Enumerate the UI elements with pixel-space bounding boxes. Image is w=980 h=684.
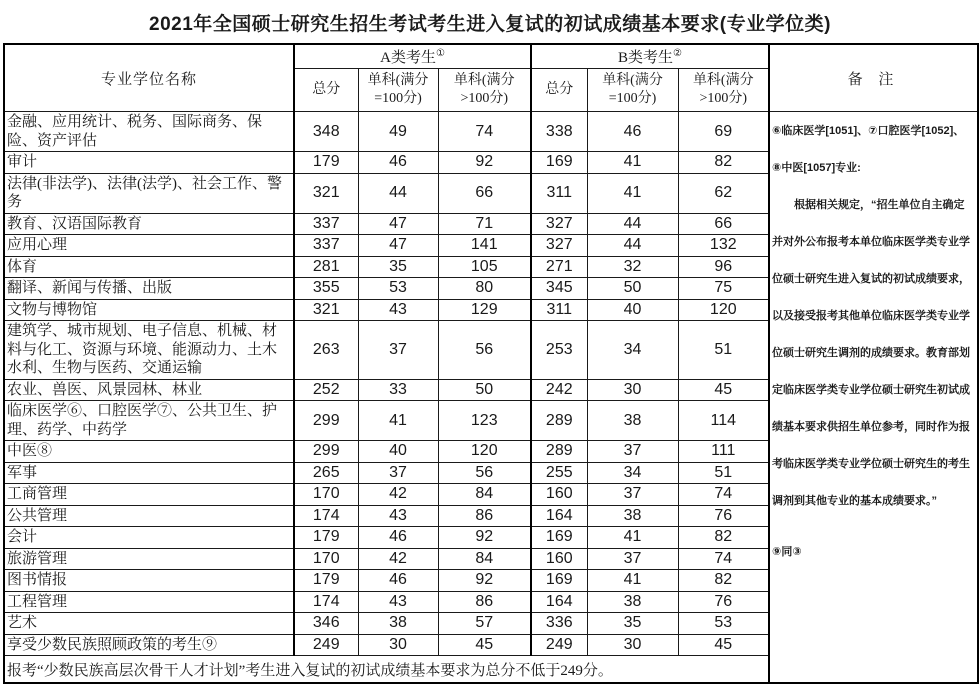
a-sub100-cell: 33: [358, 379, 438, 401]
group-a-label: A类考生: [380, 50, 436, 66]
b-total-cell: 311: [531, 173, 587, 213]
a-over100-header: 单科(满分 >100分): [438, 69, 531, 112]
b-total-cell: 289: [531, 401, 587, 441]
b-total-cell: 169: [531, 570, 587, 592]
b-sub100-cell: 37: [587, 441, 678, 463]
a-total-cell: 281: [294, 256, 358, 278]
b-sub100-cell: 41: [587, 152, 678, 174]
b-total-cell: 160: [531, 484, 587, 506]
b-total-cell: 327: [531, 213, 587, 235]
a-over100-cell: 120: [438, 441, 531, 463]
b-over100-header: 单科(满分 >100分): [678, 69, 769, 112]
remark-line: 位硕士研究生进入复试的初试成绩要求，: [772, 273, 971, 285]
b-total-cell: 164: [531, 505, 587, 527]
a-sub100-cell: 37: [358, 321, 438, 380]
a-sub100-cell: 46: [358, 152, 438, 174]
a-sub100-cell: 53: [358, 278, 438, 300]
specialty-name-cell: 工程管理: [4, 591, 294, 613]
b-sub100-cell: 41: [587, 173, 678, 213]
a-over100-cell: 86: [438, 505, 531, 527]
b-over100-cell: 74: [678, 548, 769, 570]
remark-line: 考临床医学类专业学位硕士研究生的考生: [772, 458, 971, 470]
group-a-header: [294, 44, 531, 69]
b-over100-cell: 120: [678, 299, 769, 321]
a-over100-cell: 123: [438, 401, 531, 441]
b-over100-cell: 51: [678, 462, 769, 484]
a-sub100-cell: 41: [358, 401, 438, 441]
remark-footnote-9: ⑨同③: [772, 546, 802, 558]
b-over100-cell: 74: [678, 484, 769, 506]
specialty-name-cell: 审计: [4, 152, 294, 174]
b-sub100-cell: 37: [587, 484, 678, 506]
remark-line: ⑧中医[1057]专业:: [772, 162, 861, 174]
group-a-footnote-mark: ①: [435, 48, 445, 59]
a-over100-cell: 57: [438, 613, 531, 635]
a-total-cell: 170: [294, 484, 358, 506]
specialty-name-cell: 金融、应用统计、税务、国际商务、保险、资产评估: [4, 112, 294, 152]
remark-line: 绩基本要求供招生单位参考，同时作为报: [772, 421, 971, 433]
a-over100-cell: 92: [438, 570, 531, 592]
b-over100-cell: 96: [678, 256, 769, 278]
a-sub100-cell: 35: [358, 256, 438, 278]
a-total-cell: 263: [294, 321, 358, 380]
b-over100-cell: 53: [678, 613, 769, 635]
remarks-cell: [769, 112, 978, 684]
specialty-name-cell: 艺术: [4, 613, 294, 635]
a-total-cell: 179: [294, 527, 358, 549]
a-over100-cell: 74: [438, 112, 531, 152]
a-total-cell: 299: [294, 441, 358, 463]
remark-line: 定临床医学类专业学位硕士研究生初试成: [772, 384, 971, 396]
table-body: [4, 112, 978, 684]
table-row: [4, 112, 978, 152]
b-sub100-cell: 37: [587, 548, 678, 570]
b-over100-cell: 82: [678, 570, 769, 592]
b-sub100-cell: 38: [587, 401, 678, 441]
a-sub100-cell: 42: [358, 548, 438, 570]
specialty-name-cell: 图书情报: [4, 570, 294, 592]
b-total-cell: 327: [531, 235, 587, 257]
a-total-cell: 337: [294, 235, 358, 257]
a-total-cell: 348: [294, 112, 358, 152]
specialty-name-cell: 军事: [4, 462, 294, 484]
b-over100-cell: 114: [678, 401, 769, 441]
a-sub100-cell: 47: [358, 213, 438, 235]
b-over100-cell: 66: [678, 213, 769, 235]
a-sub100-cell: 30: [358, 634, 438, 656]
b-sub100-cell: 44: [587, 235, 678, 257]
a-total-cell: 170: [294, 548, 358, 570]
remark-line: 调剂到其他专业的基本成绩要求。”: [772, 495, 938, 507]
b-over100-cell: 76: [678, 591, 769, 613]
b-total-cell: 169: [531, 527, 587, 549]
specialty-name-cell: 体育: [4, 256, 294, 278]
specialty-name-cell: 应用心理: [4, 235, 294, 257]
a-total-cell: 355: [294, 278, 358, 300]
b-sub100-cell: 34: [587, 321, 678, 380]
a-sub100-cell: 40: [358, 441, 438, 463]
specialty-name-cell: 公共管理: [4, 505, 294, 527]
a-total-cell: 265: [294, 462, 358, 484]
b-over100-cell: 62: [678, 173, 769, 213]
b-sub100-cell: 32: [587, 256, 678, 278]
b-sub100-cell: 40: [587, 299, 678, 321]
b-total-cell: 242: [531, 379, 587, 401]
specialty-name-cell: 中医⑧: [4, 441, 294, 463]
a-sub100-cell: 43: [358, 591, 438, 613]
b-sub100-cell: 35: [587, 613, 678, 635]
a-over100-cell: 71: [438, 213, 531, 235]
a-total-cell: 174: [294, 505, 358, 527]
b-over100-cell: 75: [678, 278, 769, 300]
remark-header: 备 注: [769, 44, 978, 112]
specialty-name-cell: 会计: [4, 527, 294, 549]
specialty-name-cell: 农业、兽医、风景园林、林业: [4, 379, 294, 401]
a-over100-cell: 141: [438, 235, 531, 257]
b-sub100-cell: 41: [587, 570, 678, 592]
a-sub100-cell: 46: [358, 570, 438, 592]
specialty-name-cell: 建筑学、城市规划、电子信息、机械、材料与化工、资源与环境、能源动力、土木水利、生物与医药、交通运输: [4, 321, 294, 380]
a-sub100-cell: 44: [358, 173, 438, 213]
a-sub100-cell: 49: [358, 112, 438, 152]
b-total-cell: 338: [531, 112, 587, 152]
b-sub100-cell: 41: [587, 527, 678, 549]
a-total-cell: 346: [294, 613, 358, 635]
a-over100-cell: 66: [438, 173, 531, 213]
b-total-cell: 336: [531, 613, 587, 635]
a-total-cell: 179: [294, 152, 358, 174]
a-over100-cell: 129: [438, 299, 531, 321]
a-sub100-cell: 42: [358, 484, 438, 506]
minority-plan-note: 报考“少数民族高层次骨干人才计划”考生进入复试的初试成绩基本要求为总分不低于249分。: [4, 656, 769, 684]
b-total-cell: 345: [531, 278, 587, 300]
a-total-cell: 252: [294, 379, 358, 401]
b-total-cell: 255: [531, 462, 587, 484]
specialty-name-cell: 翻译、新闻与传播、出版: [4, 278, 294, 300]
b-sub100-header: 单科(满分 =100分): [587, 69, 678, 112]
header-row-groups: [4, 44, 978, 69]
score-requirements-table: [3, 43, 979, 684]
specialty-name-cell: 工商管理: [4, 484, 294, 506]
a-over100-cell: 56: [438, 321, 531, 380]
a-over100-cell: 105: [438, 256, 531, 278]
a-over100-cell: 92: [438, 152, 531, 174]
remark-line: ⑥临床医学[1051]、⑦口腔医学[1052]、: [772, 125, 965, 137]
a-total-cell: 337: [294, 213, 358, 235]
a-total-cell: 299: [294, 401, 358, 441]
a-over100-cell: 80: [438, 278, 531, 300]
b-total-cell: 253: [531, 321, 587, 380]
b-total-cell: 164: [531, 591, 587, 613]
b-over100-cell: 69: [678, 112, 769, 152]
b-sub100-cell: 38: [587, 591, 678, 613]
a-over100-cell: 56: [438, 462, 531, 484]
a-sub100-cell: 43: [358, 299, 438, 321]
b-total-cell: 289: [531, 441, 587, 463]
b-sub100-cell: 30: [587, 379, 678, 401]
a-over100-cell: 84: [438, 548, 531, 570]
table-header: [4, 44, 978, 112]
b-over100-cell: 45: [678, 634, 769, 656]
a-sub100-cell: 47: [358, 235, 438, 257]
a-over100-cell: 84: [438, 484, 531, 506]
page-title: 2021年全国硕士研究生招生考试考生进入复试的初试成绩基本要求(专业学位类): [149, 14, 831, 35]
b-total-cell: 169: [531, 152, 587, 174]
a-total-cell: 174: [294, 591, 358, 613]
b-over100-cell: 82: [678, 527, 769, 549]
remark-line: 以及接受报考其他单位临床医学类专业学: [772, 310, 971, 322]
specialty-name-cell: 享受少数民族照顾政策的考生⑨: [4, 634, 294, 656]
a-total-cell: 321: [294, 173, 358, 213]
a-total-cell: 249: [294, 634, 358, 656]
b-over100-cell: 111: [678, 441, 769, 463]
a-total-header: 总分: [294, 69, 358, 112]
b-sub100-cell: 38: [587, 505, 678, 527]
a-sub100-cell: 37: [358, 462, 438, 484]
b-over100-cell: 76: [678, 505, 769, 527]
a-sub100-cell: 46: [358, 527, 438, 549]
b-sub100-cell: 30: [587, 634, 678, 656]
specialty-name-cell: 教育、汉语国际教育: [4, 213, 294, 235]
specialty-name-cell: 文物与博物馆: [4, 299, 294, 321]
a-over100-cell: 45: [438, 634, 531, 656]
b-total-cell: 249: [531, 634, 587, 656]
b-total-cell: 160: [531, 548, 587, 570]
a-over100-cell: 86: [438, 591, 531, 613]
a-over100-cell: 50: [438, 379, 531, 401]
specialty-name-header: 专业学位名称: [4, 44, 294, 112]
group-b-footnote-mark: ②: [673, 48, 683, 59]
group-b-header: [531, 44, 769, 69]
a-sub100-cell: 43: [358, 505, 438, 527]
b-total-cell: 311: [531, 299, 587, 321]
remark-line: 根据相关规定，“招生单位自主确定: [772, 199, 965, 211]
b-total-cell: 271: [531, 256, 587, 278]
b-total-header: 总分: [531, 69, 587, 112]
b-over100-cell: 51: [678, 321, 769, 380]
remark-line: 位硕士研究生调剂的成绩要求。教育部划: [772, 347, 971, 359]
a-sub100-cell: 38: [358, 613, 438, 635]
a-over100-cell: 92: [438, 527, 531, 549]
b-sub100-cell: 44: [587, 213, 678, 235]
specialty-name-cell: 临床医学⑥、口腔医学⑦、公共卫生、护理、药学、中药学: [4, 401, 294, 441]
b-over100-cell: 132: [678, 235, 769, 257]
b-sub100-cell: 46: [587, 112, 678, 152]
b-sub100-cell: 34: [587, 462, 678, 484]
a-total-cell: 321: [294, 299, 358, 321]
a-sub100-header: 单科(满分 =100分): [358, 69, 438, 112]
b-over100-cell: 45: [678, 379, 769, 401]
b-sub100-cell: 50: [587, 278, 678, 300]
specialty-name-cell: 法律(非法学)、法律(法学)、社会工作、警务: [4, 173, 294, 213]
specialty-name-cell: 旅游管理: [4, 548, 294, 570]
b-over100-cell: 82: [678, 152, 769, 174]
remark-line: 并对外公布报考本单位临床医学类专业学: [772, 236, 971, 248]
group-b-label: B类考生: [618, 50, 674, 66]
a-total-cell: 179: [294, 570, 358, 592]
